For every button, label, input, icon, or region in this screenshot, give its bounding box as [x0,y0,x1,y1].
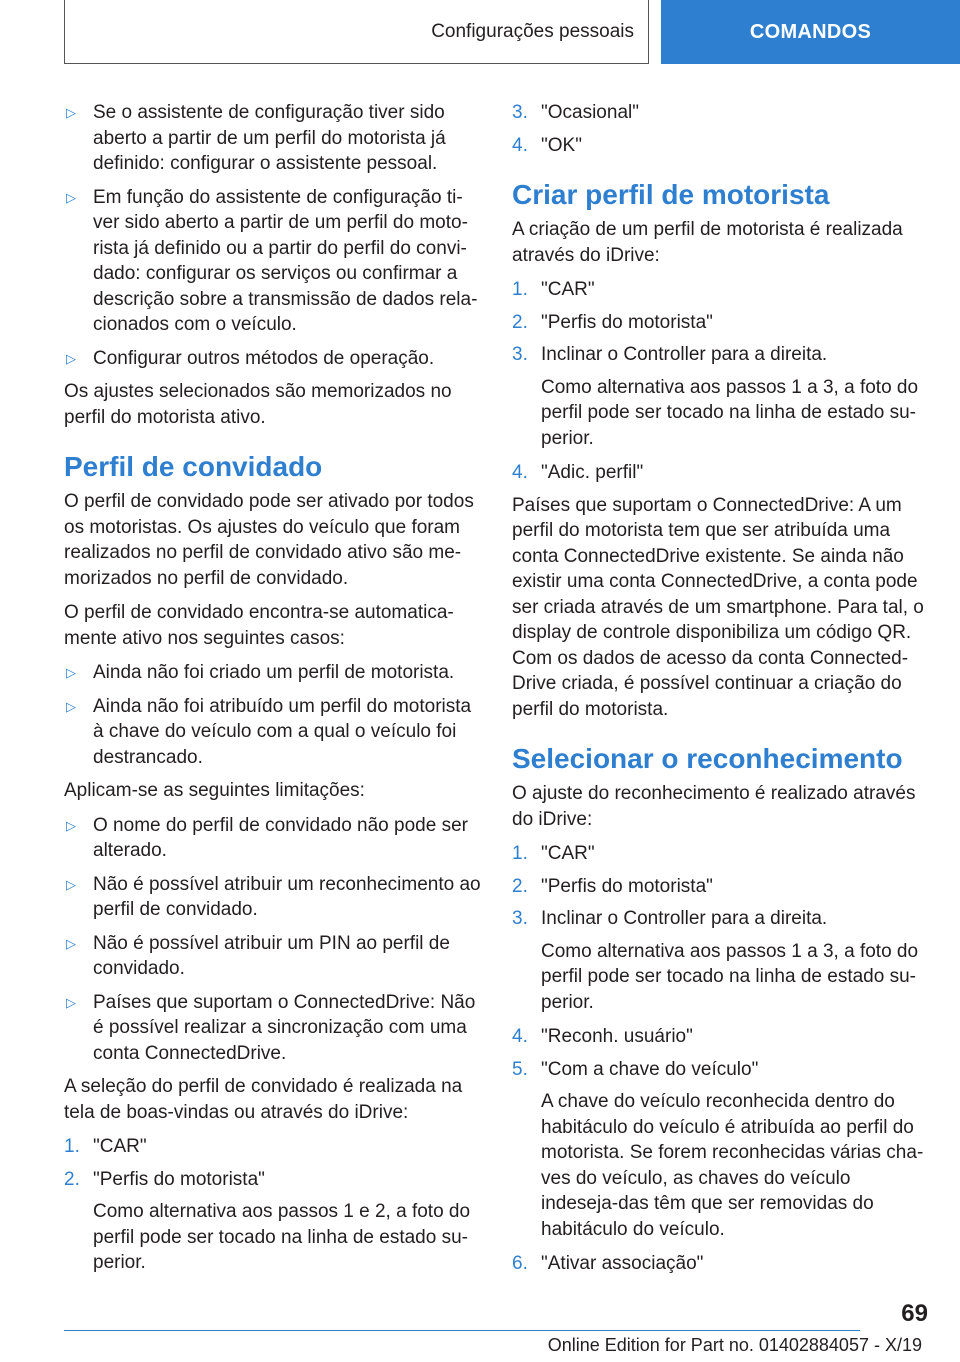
list-item: ▷ Ainda não foi criado um perfil de motorista. [64,660,482,686]
paragraph: O perfil de convidado encontra-se automatica-mente ativo nos seguintes casos: [64,602,454,649]
heading-create-profile: Criar perfil de motorista [512,179,830,210]
list-item: ▷ Se o assistente de configuração tiver sido aberto a partir de um perfil do motorista já definido: configurar o assistente pessoal. [64,100,482,177]
list-item: ▷ Não é possível atribuir um reconhecimento ao perfil de convidado. [64,872,482,923]
triangle-bullet-icon: ▷ [66,994,76,1010]
step-item: 3. Inclinar o Controller para a direita. [512,908,828,929]
step-item: 3. Inclinar o Controller para a direita. [512,344,828,365]
paragraph: O perfil de convidado pode ser ativado por todos os motoristas. Os ajustes do veículo que foram realizados no perfil de convidado ativo são me-morizados no perfil de convidado. [64,491,474,589]
heading-guest-profile: Perfil de convidado [64,451,323,482]
paragraph: Os ajustes selecionados são memorizados no perfil do motorista ativo. [64,381,452,428]
list-item: ▷ Não é possível atribuir um PIN ao perfil de convidado. [64,931,482,982]
triangle-bullet-icon: ▷ [66,876,76,892]
step-item: 1. "CAR" [64,1136,147,1157]
list-item: ▷ Ainda não foi atribuído um perfil do motorista à chave do veículo com a qual o veículo foi destrancado. [64,694,482,771]
triangle-bullet-icon: ▷ [66,189,76,205]
paragraph: A seleção do perfil de convidado é realizada na tela de boas-vindas ou através do iDrive: [64,1076,463,1123]
step-item: 4. "Reconh. usuário" [512,1026,693,1047]
step-item: 1. "CAR" [512,843,595,864]
step-item: 2. "Perfis do motorista" [512,311,713,333]
left-column [64,100,482,1285]
paragraph: O ajuste do reconhecimento é realizado através do iDrive: [512,783,916,830]
list-item: ▷ O nome do perfil de convidado não pode ser alterado. [64,813,482,864]
heading-select-recognition: Selecionar o reconhecimento [512,743,903,774]
step-note: A chave do veículo reconhecida dentro do habitáculo do veículo é atribuída ao perfil do motorista. Se forem reconhecidas várias cha-ves do veículo, as chaves do veículo indeseja-das têm que ser removidas do habitáculo do veículo. [541,1091,924,1240]
step-note: Como alternativa aos passos 1 a 3, a foto do perfil pode ser tocado na linha de estado su-perior. [541,940,919,1013]
page-number: 69 [901,1300,928,1327]
step-note: Como alternativa aos passos 1 e 2, a foto do perfil pode ser tocado na linha de estado su-perior. [93,1201,471,1273]
header-chapter-title: COMANDOS [749,20,872,43]
footer-divider [64,1330,860,1331]
list-item: ▷ Em função do assistente de configuração ti-ver sido aberto a partir de um perfil do moto-rista já definido ou a partir do perfil do convi-dado: configurar os serviços ou confirmar a descrição sobre a transmissão de dados rela-cionados com o veículo. [64,185,482,338]
header-section-box [64,0,649,64]
header-chapter-tab [661,0,960,64]
triangle-bullet-icon: ▷ [66,665,76,680]
step-item: 2. "Perfis do motorista" [64,1168,265,1190]
triangle-bullet-icon: ▷ [66,935,76,951]
step-item: 6. "Ativar associação" [512,1253,704,1274]
step-item: 5. "Com a chave do veículo" [512,1058,759,1080]
step-item: 4. "OK" [512,134,582,156]
paragraph: Países que suportam o ConnectedDrive: A um perfil do motorista tem que ser atribuída uma conta ConnectedDrive existente. Se ainda não existir uma conta ConnectedDrive, a conta pode ser criada através de um smartphone. Para tal, o display de controle disponibiliza um código QR. Com os dados de acesso da conta Connected-Drive criada, é possível continuar a criação do perfil do motorista. [512,494,924,720]
triangle-bullet-icon: ▷ [66,350,76,366]
right-column [512,100,930,1284]
triangle-bullet-icon: ▷ [66,698,76,714]
list-item: ▷ Países que suportam o ConnectedDrive: Não é possível realizar a sincronização com uma conta ConnectedDrive. [64,990,482,1067]
step-item: 3. "Ocasional" [512,102,639,123]
paragraph: A criação de um perfil de motorista é realizada através do iDrive: [512,219,903,266]
step-item: 1. "CAR" [512,279,595,300]
triangle-bullet-icon: ▷ [66,105,76,120]
step-note: Como alternativa aos passos 1 a 3, a foto do perfil pode ser tocado na linha de estado su-perior. [541,376,919,449]
footer-edition: Online Edition for Part no. 01402884057 - X/19 [547,1335,922,1355]
list-item: ▷ Configurar outros métodos de operação. [64,346,482,372]
header-section-title: Configurações pessoais [431,20,634,42]
paragraph: Aplicam-se as seguintes limitações: [64,780,365,801]
step-item: 4. "Adic. perfil" [512,462,644,483]
step-item: 2. "Perfis do motorista" [512,875,713,897]
triangle-bullet-icon: ▷ [66,817,76,833]
